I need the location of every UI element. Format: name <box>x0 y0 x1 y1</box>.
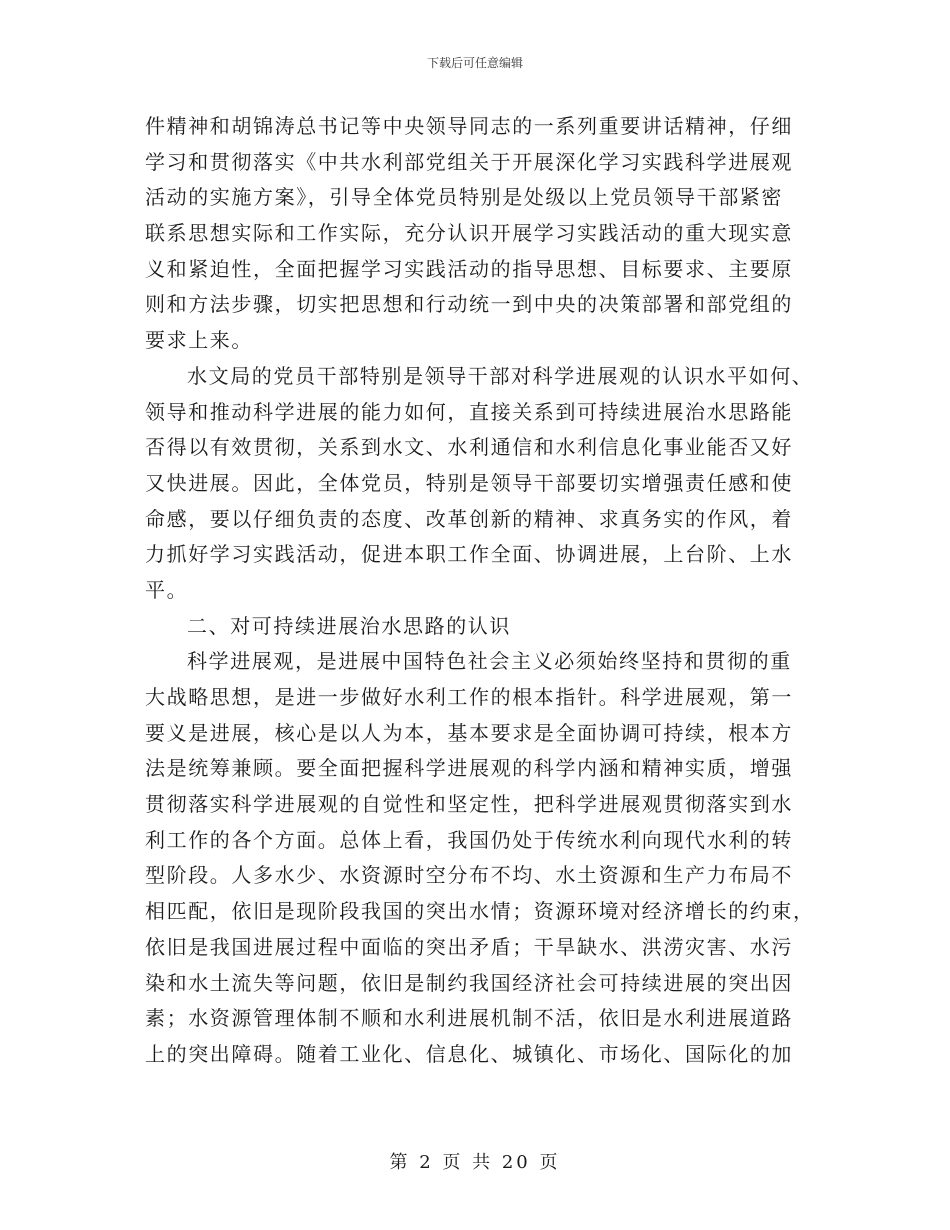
text-line: 平。 <box>145 577 189 602</box>
text-line: 法是统筹兼顾。要全面把握科学进展观的科学内涵和精神实质，增强 <box>145 756 793 781</box>
text-line: 又快进展。因此，全体党员，特别是领导干部要切实增强责任感和使 <box>145 470 793 495</box>
text-line: 义和紧迫性，全面把握学习实践活动的指导思想、目标要求、主要原 <box>145 256 793 281</box>
text-line: 相匹配，依旧是现阶段我国的突出水情；资源环境对经济增长的约束， <box>145 899 815 924</box>
page-number-footer: 第 2 页 共 20 页 <box>389 1152 561 1173</box>
text-line: 件精神和胡锦涛总书记等中央领导同志的一系列重要讲话精神，仔细 <box>145 114 793 138</box>
page-header: 下载后可任意编辑 <box>426 56 523 70</box>
text-line: 否得以有效贯彻，关系到水文、水利通信和水利信息化事业能否又好 <box>145 435 793 460</box>
body-text <box>145 109 815 1073</box>
text-line: 学习和贯彻落实《中共水利部党组关于开展深化学习实践科学进展观 <box>145 149 793 174</box>
paragraph-start-line: 水文局的党员干部特别是领导干部对科学进展观的认识水平如何、 <box>187 363 814 388</box>
text-line: 要义是进展，核心是以人为本，基本要求是全面协调可持续，根本方 <box>145 720 793 745</box>
text-line: 素；水资源管理体制不顺和水利进展机制不活，依旧是水利进展道路 <box>145 1006 793 1031</box>
text-line: 力抓好学习实践活动，促进本职工作全面、协调进展，上台阶、上水 <box>145 542 793 567</box>
paragraph-start-line: 科学进展观，是进展中国特色社会主义必须始终坚持和贯彻的重 <box>187 649 792 674</box>
text-line: 贯彻落实科学进展观的自觉性和坚定性，把科学进展观贯彻落实到水 <box>145 792 793 817</box>
text-line: 利工作的各个方面。总体上看，我国仍处于传统水利向现代水利的转 <box>145 827 793 852</box>
text-line: 要求上来。 <box>145 328 253 353</box>
text-line: 依旧是我国进展过程中面临的突出矛盾；干旱缺水、洪涝灾害、水污 <box>145 934 793 959</box>
text-line: 活动的实施方案》，引导全体党员特别是处级以上党员领导干部紧密 <box>145 185 783 210</box>
text-line: 命感，要以仔细负责的态度、改革创新的精神、求真务实的作风，着 <box>145 506 793 531</box>
text-line: 则和方法步骤，切实把思想和行动统一到中央的决策部署和部党组的 <box>145 292 793 317</box>
text-line: 染和水土流失等问题，依旧是制约我国经济社会可持续进展的突出因 <box>145 970 793 995</box>
text-line: 上的突出障碍。随着工业化、信息化、城镇化、市场化、国际化的加 <box>145 1041 793 1066</box>
text-line: 联系思想实际和工作实际，充分认识开展学习实践活动的重大现实意 <box>145 221 793 246</box>
text-line: 领导和推动科学进展的能力如何，直接关系到可持续进展治水思路能 <box>145 399 793 424</box>
text-line: 大战略思想，是进一步做好水利工作的根本指针。科学进展观，第一 <box>145 685 793 709</box>
section-heading: 二、对可持续进展治水思路的认识 <box>187 613 511 638</box>
text-line: 型阶段。人多水少、水资源时空分布不均、水土资源和生产力布局不 <box>145 863 793 888</box>
